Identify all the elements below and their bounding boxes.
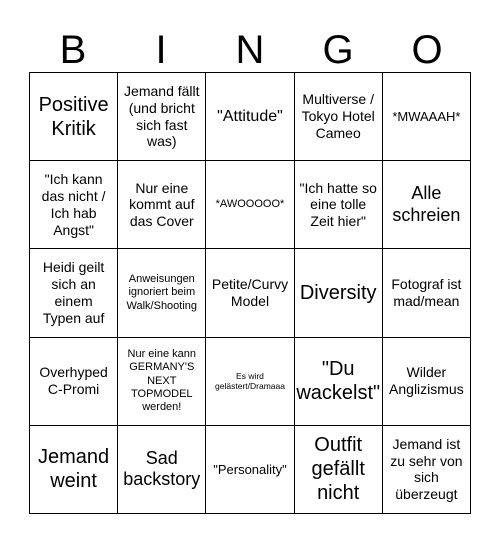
header-letter-i: I (155, 28, 167, 72)
bingo-cell[interactable]: Petite/Curvy Model (206, 249, 294, 337)
bingo-cell[interactable]: Alle schreien (383, 161, 471, 249)
bingo-cell[interactable]: Fotograf ist mad/mean (383, 249, 471, 337)
header-letter-g: G (322, 28, 354, 72)
bingo-cell[interactable]: "Ich kann das nicht / Ich hab Angst" (30, 161, 118, 249)
bingo-cell[interactable]: Nur eine kommt auf das Cover (118, 161, 206, 249)
bingo-grid (29, 72, 471, 514)
bingo-cell[interactable]: Jemand fällt (und bricht sich fast was) (118, 73, 206, 161)
bingo-cell[interactable]: *MWAAAH* (383, 73, 471, 161)
bingo-cell[interactable]: Outfit gefällt nicht (295, 426, 383, 514)
bingo-cell[interactable]: "Personality" (206, 426, 294, 514)
bingo-cell[interactable]: Anweisungen ignoriert beim Walk/Shooting (118, 249, 206, 337)
bingo-cell[interactable]: "Du wackelst" (295, 338, 383, 426)
bingo-cell[interactable]: Overhyped C-Promi (30, 338, 118, 426)
bingo-cell[interactable]: "Ich hatte so eine tolle Zeit hier" (295, 161, 383, 249)
bingo-cell[interactable]: "Attitude" (206, 73, 294, 161)
bingo-cell[interactable]: Diversity (295, 249, 383, 337)
bingo-cell[interactable]: Es wird gelästert/Dramaaa (206, 338, 294, 426)
bingo-cell[interactable]: Jemand weint (30, 426, 118, 514)
bingo-cell[interactable]: Positive Kritik (30, 73, 118, 161)
bingo-cell[interactable]: Nur eine kann GERMANY'S NEXT TOPMODEL werden! (118, 338, 206, 426)
header-letter-b: B (59, 28, 87, 72)
bingo-cell[interactable]: Sad backstory (118, 426, 206, 514)
bingo-cell[interactable]: Multiverse / Tokyo Hotel Cameo (295, 73, 383, 161)
header-letter-n: N (235, 28, 265, 72)
bingo-cell[interactable]: Heidi geilt sich an einem Typen auf (30, 249, 118, 337)
bingo-cell[interactable]: Wilder Anglizismus (383, 338, 471, 426)
header-letter-o: O (411, 28, 443, 72)
bingo-cell[interactable]: *AWOOOOO* (206, 161, 294, 249)
bingo-header (29, 22, 471, 78)
bingo-cell[interactable]: Jemand ist zu sehr von sich überzeugt (383, 426, 471, 514)
